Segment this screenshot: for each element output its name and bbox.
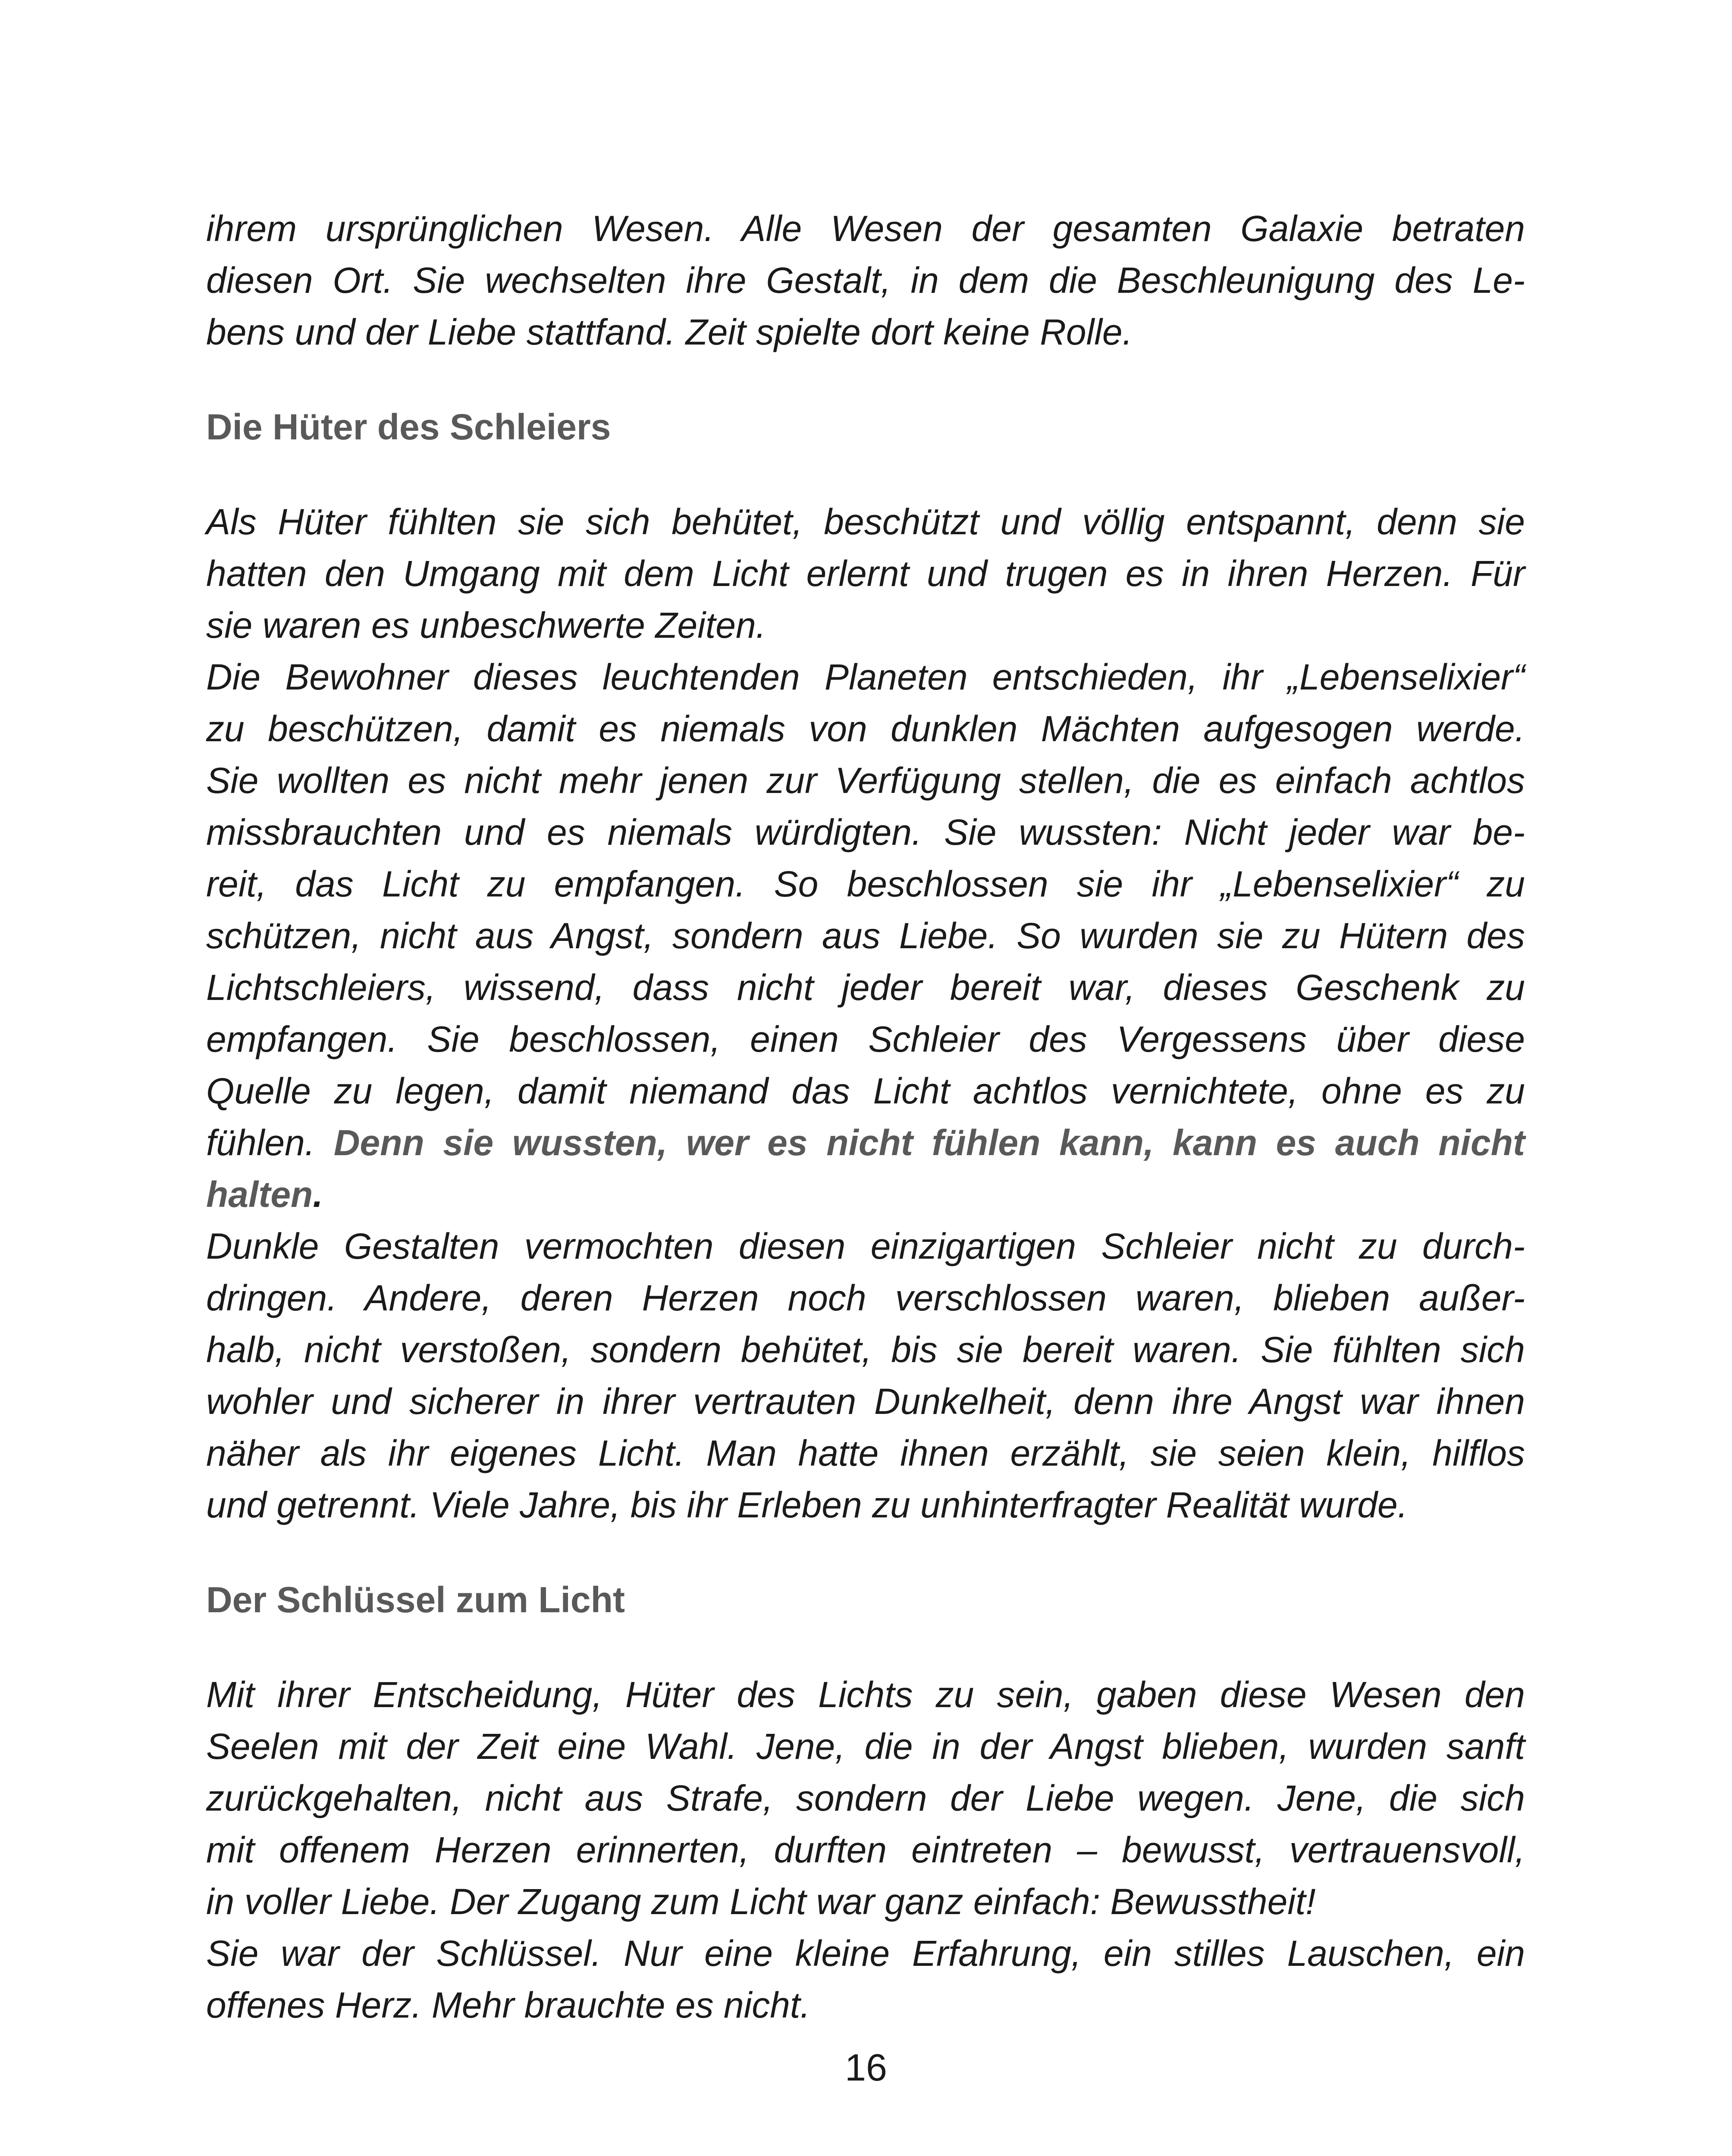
emphasis-period: . [313, 1174, 323, 1215]
text-line: empfangen. Sie beschlossen, einen Schleier des Vergessens über diese [206, 1019, 1525, 1059]
paragraph-entscheidung [206, 1669, 1525, 1927]
text-line: Seelen mit der Zeit eine Wahl. Jene, die in der Angst blieben, wurden sanft [206, 1726, 1525, 1767]
text-line: dringen. Andere, deren Herzen noch verschlossen waren, blieben außer- [206, 1278, 1525, 1318]
text-line: sie waren es unbeschwerte Zeiten. [206, 605, 766, 646]
text-line: Lichtschleiers, wissend, dass nicht jeder bereit war, dieses Geschenk zu [206, 967, 1525, 1008]
page-number: 16 [845, 2046, 887, 2089]
text-line: offenes Herz. Mehr brauchte es nicht. [206, 1985, 810, 2025]
text-line: wohler und sicherer in ihrer vertrauten Dunkelheit, denn ihre Angst war ihnen [206, 1381, 1525, 1422]
text-line: in voller Liebe. Der Zugang zum Licht war ganz einfach: Bewusstheit! [206, 1881, 1316, 1922]
text-line: hatten den Umgang mit dem Licht erlernt und trugen es in ihren Herzen. Für [206, 553, 1525, 594]
text-line: diesen Ort. Sie wechselten ihre Gestalt, in dem die Beschleunigung des Le- [206, 260, 1525, 301]
text-line: Die Bewohner dieses leuchtenden Planeten entschieden, ihr „Lebenselixier“ [206, 657, 1525, 697]
section-heading-hueter: Die Hüter des Schleiers [206, 407, 611, 447]
text-line: Dunkle Gestalten vermochten diesen einzigartigen Schleier nicht zu durch- [206, 1226, 1525, 1266]
text-line: Als Hüter fühlten sie sich behütet, beschützt und völlig entspannt, denn sie [206, 501, 1525, 542]
paragraph-hueter [206, 496, 1525, 651]
text-line: mit offenem Herzen erinnerten, durften eintreten – bewusst, vertrauensvoll, [206, 1830, 1525, 1870]
text-line: reit, das Licht zu empfangen. So beschlossen sie ihr „Lebenselixier“ zu [206, 864, 1525, 904]
text-line: zu beschützen, damit es niemals von dunklen Mächten aufgesogen werde. [206, 708, 1525, 749]
plain-text: fühlen. [206, 1122, 334, 1163]
text-line: Sie war der Schlüssel. Nur eine kleine Erfahrung, ein stilles Lauschen, ein [206, 1933, 1525, 1974]
text-line: schützen, nicht aus Angst, sondern aus Liebe. So wurden sie zu Hütern des [206, 915, 1525, 956]
paragraph-bewohner [206, 651, 1525, 1220]
page-body [206, 203, 1525, 2031]
text-line: zurückgehalten, nicht aus Strafe, sondern der Liebe wegen. Jene, die sich [206, 1778, 1525, 1818]
text-line: missbrauchten und es niemals würdigten. Sie wussten: Nicht jeder war be- [206, 812, 1525, 852]
text-line-mixed [206, 1117, 1525, 1169]
paragraph-intro [206, 203, 1525, 358]
text-line: bens und der Liebe stattfand. Zeit spielte dort keine Rolle. [206, 312, 1133, 352]
emphasis-text: Denn sie wussten, wer es nicht fühlen kann, kann es auch nicht [333, 1122, 1525, 1163]
text-line: und getrennt. Viele Jahre, bis ihr Erleben zu unhinterfragter Realität wurde. [206, 1485, 1408, 1525]
text-line: Mit ihrer Entscheidung, Hüter des Lichts zu sein, gaben diese Wesen den [206, 1674, 1525, 1715]
text-line: ihrem ursprünglichen Wesen. Alle Wesen der gesamten Galaxie betraten [206, 208, 1525, 249]
paragraph-schluessel [206, 1927, 1525, 2031]
text-line: halb, nicht verstoßen, sondern behütet, bis sie bereit waren. Sie fühlten sich [206, 1329, 1525, 1370]
text-line-mixed [206, 1169, 1525, 1220]
emphasis-text: halten [206, 1174, 313, 1215]
paragraph-dunkle-gestalten [206, 1220, 1525, 1531]
section-heading-schluessel: Der Schlüssel zum Licht [206, 1579, 625, 1620]
text-line: Sie wollten es nicht mehr jenen zur Verfügung stellen, die es einfach achtlos [206, 760, 1525, 801]
text-line: näher als ihr eigenes Licht. Man hatte ihnen erzählt, sie seien klein, hilflos [206, 1433, 1525, 1473]
text-line: Quelle zu legen, damit niemand das Licht achtlos vernichtete, ohne es zu [206, 1071, 1525, 1111]
